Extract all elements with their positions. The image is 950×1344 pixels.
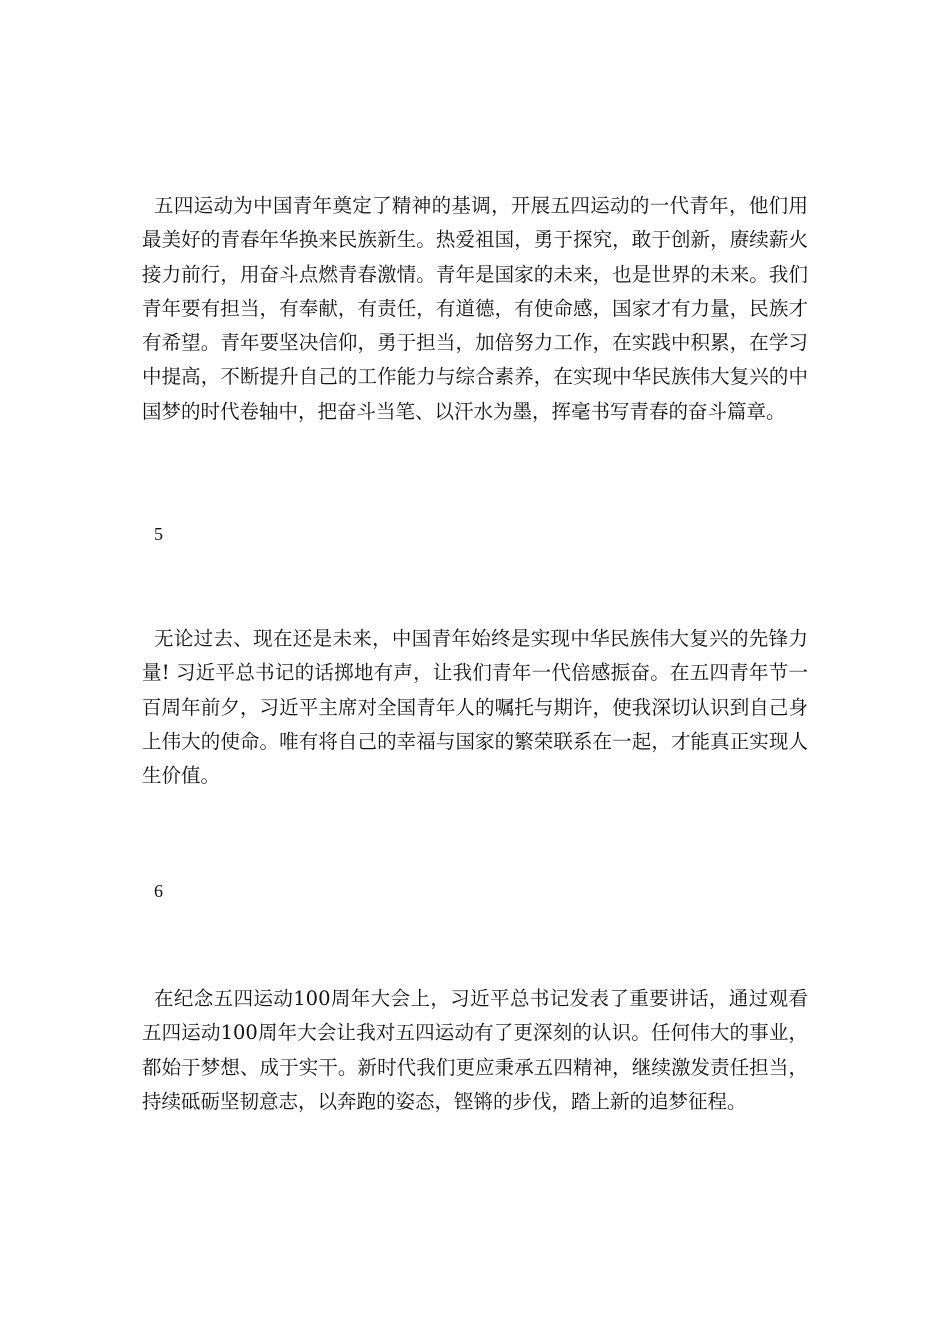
- section-number-5: 5: [154, 524, 163, 544]
- section-number-6: 6: [154, 881, 163, 901]
- paragraph-youth-spirit: 五四运动为中国青年奠定了精神的基调，开展五四运动的一代青年，他们用最美好的青春年华换来民族新生。热爱祖国，勇于探究，敢于创新，赓续薪火接力前行，用奋斗点燃青春激情。青年是国家的未来，也是世界的未来。我们青年要有担当，有奉献，有责任，有道德，有使命感，国家才有力量，民族才有希望。青年要坚决信仰，勇于担当，加倍努力工作，在实践中积累，在学习中提高，不断提升自己的工作能力与综合素养，在实现中华民族伟大复兴的中国梦的时代卷轴中，把奋斗当笔、以汗水为墨，挥毫书写青春的奋斗篇章。: [142, 194, 808, 423]
- paragraph-vanguard-force: 无论过去、现在还是未来，中国青年始终是实现中华民族伟大复兴的先锋力量! 习近平总书记的话掷地有声，让我们青年一代倍感振奋。在五四青年节一百周年前夕，习近平主席对全国青年人的嘱托与期许，使我深切认识到自己身上伟大的使命。唯有将自己的幸福与国家的繁荣联系在一起，才能真正实现人生价值。: [142, 627, 808, 788]
- paragraph-centennial-conference: 在纪念五四运动100周年大会上，习近平总书记发表了重要讲话，通过观看五四运动100周年大会让我对五四运动有了更深刻的认识。任何伟大的事业，都始于梦想、成于实干。新时代我们更应秉承五四精神，继续激发责任担当，持续砥砺坚韧意志，以奔跑的姿态，铿锵的步伐，踏上新的追梦征程。: [142, 987, 808, 1113]
